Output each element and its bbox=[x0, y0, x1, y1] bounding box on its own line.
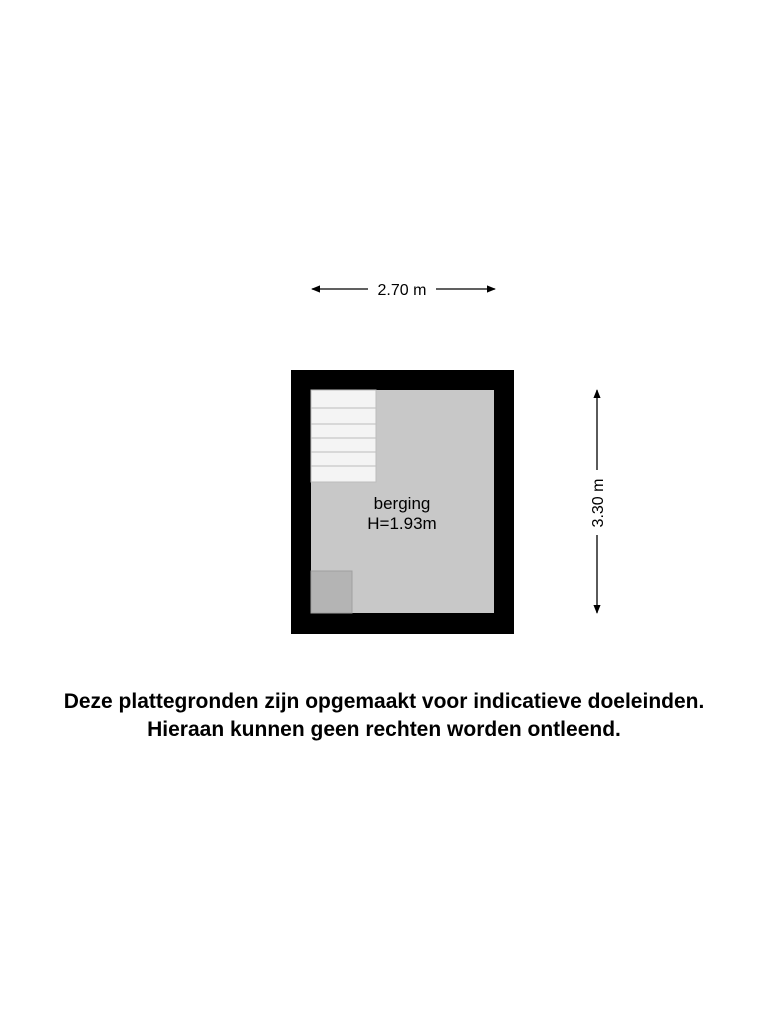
depth-dimension bbox=[590, 390, 607, 613]
disclaimer-line-2: Hieraan kunnen geen rechten worden ontleend. bbox=[147, 718, 621, 741]
stairs bbox=[311, 390, 376, 482]
width-dimension-label: 2.70 m bbox=[377, 282, 427, 299]
room-height: H=1.93m bbox=[367, 514, 437, 533]
corner-fixture bbox=[311, 571, 352, 613]
disclaimer-line-1: Deze plattegronden zijn opgemaakt voor indicatieve doeleinden. bbox=[63, 690, 705, 713]
stairs-area bbox=[311, 390, 376, 482]
width-dimension bbox=[312, 282, 495, 299]
room-name: berging bbox=[373, 494, 431, 513]
depth-dimension-label: 3.30 m bbox=[590, 478, 607, 528]
